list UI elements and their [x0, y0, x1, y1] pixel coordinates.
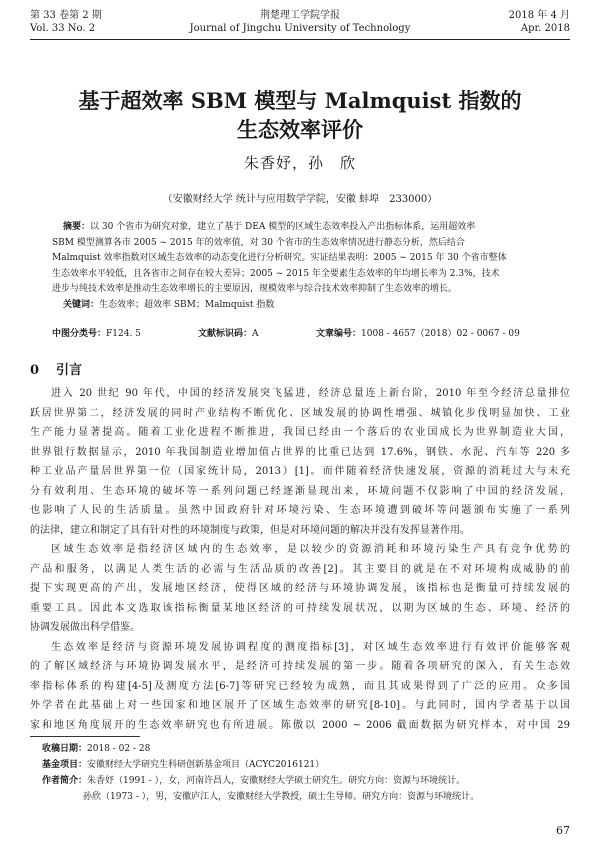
running-header: [30, 9, 570, 43]
body-line: 家和地区角度展开的生态效率研究也有所进展。陈傲以 2000 ~ 2006 截面数据为研究样本，对中国 29: [30, 719, 570, 731]
author-names: 朱香妤，孙 欣: [243, 154, 356, 172]
body-line: 协调发展做出科学借鉴。: [30, 622, 140, 633]
body-line: 世界银行数据显示，2010 年我国制造业增加值占世界的比重已达到 17.6%，钢铁、水泥、汽车等 220 多: [30, 446, 570, 458]
header-rule: [30, 39, 570, 40]
author-affiliation: （安徽财经大学 统计与应用数学学院，安徽 蚌埠 233000）: [162, 194, 438, 205]
abstract-line: 进步与纯技术效率是推动生态效率增长的主要原因，规模效率与综合技术效率抑制了生态效率的增长。: [52, 284, 458, 294]
body-text: [30, 384, 570, 735]
abstract-line: SBM 模型测算各市 2005 ~ 2015 年的效率值，对 30 个省市的生态效率情况进行静态分析，然后结合: [52, 237, 465, 248]
section-heading: [30, 359, 82, 378]
body-line: 生产能力显著提高。随着工业化进程不断推进，我国已经由一个落后的农业国成长为世界制造业大国，: [30, 427, 570, 438]
body-line: 也影响了人民的生活质量。虽然中国政府针对环境污染、生态环境遭到破坏等问题颁布实施了一系列: [30, 505, 570, 516]
body-line: 提下实现更高的产出，发展地区经济，使得区域的经济与环境协调发展，该指标也是衡量可持续发展的: [30, 583, 570, 594]
abstract-line: 摘要：以 30 个省市为研究对象，建立了基于 DEA 模型的区域生态效率投入产出指标体系，运用超效率: [63, 222, 476, 232]
author-bio-second: 孙欣（1973 - ），男，安徽庐江人，安徽财经大学教授，硕士生导师。研究方向：资源与环境统计。: [83, 792, 480, 802]
body-line: 种工业品产量居世界第一位（国家统计局，2013）[1]。而伴随着经济快速发展，资源的消耗过大与未充: [30, 466, 570, 477]
abstract: [52, 220, 558, 313]
footnotes: [42, 741, 570, 805]
footnote-rule: [30, 736, 140, 737]
document-code: 文献标识码：A: [198, 329, 259, 339]
body-line: 产品和服务，以满足人类生活的必需与生活品质的改善[2]。其主要目的就是在不对环境构成威胁的前: [30, 563, 570, 575]
body-line: 重要工具。因此本文选取该指标衡量某地区经济的可持续发展状况，以期为区域的生态、环境、经济的: [30, 602, 570, 614]
body-line: 率指标体系的构建[4-5]及测度方法[6-7]等研究已经较为成熟，而且其成果得到了广泛的应用。众多国: [30, 680, 570, 692]
clc-number: 中图分类号：F124. 5: [52, 329, 141, 339]
section-title: 引言: [56, 363, 83, 378]
header-date: 2018 年 4 月 Apr. 2018: [508, 10, 570, 34]
body-line: 外学者在此基础上对一些国家和地区展开了区域生态效率的研究[8-10]。与此同时，国内学者基于以国: [30, 700, 570, 711]
body-line: 区域生态效率是指经济区域内的生态效率，是以较少的资源消耗和环境污染生产具有竞争优势的: [51, 544, 570, 555]
keywords-label: 关键词：: [63, 299, 100, 310]
body-line: 生态效率是经济与资源环境发展协调程度的测度指标[3]，对区域生态效率进行有效评价能够客观: [51, 641, 570, 653]
section-number: 0: [30, 363, 40, 378]
header-journal-name: 荆楚理工学院学报 Journal of Jingchu University of Technology: [189, 10, 411, 34]
body-line: 的法律，建立和制定了具有针对性的环境制度与政策，但是对环境问题的解决并没有发挥显著作用。: [30, 524, 470, 536]
classification-row: [52, 326, 558, 339]
author-bio: 作者简介：朱香妤（1991 - ），女，河南许昌人，安徽财经大学硕士研究生。研究方向：资源与环境统计。: [42, 776, 466, 786]
body-line: 分有效利用、生态环境的破坏等一系列问题已经逐渐显现出来，环境问题不仅影响了中国的经济发展，: [30, 485, 570, 497]
header-volume: 第 33 卷第 2 期 Vol. 33 No. 2: [30, 10, 102, 34]
article-title: 基于超效率 SBM 模型与 Malmquist 指数的 生态效率评价: [78, 88, 522, 142]
article-number: 文章编号：1008 - 4657（2018）02 - 0067 - 09: [316, 329, 520, 339]
received-date: 收稿日期：2018 - 02 - 28: [42, 744, 151, 754]
abstract-line: 生态效率水平较低，且各省市之间存在较大差异；2005 ~ 2015 年全要素生态效率的年均增长率为 2.3%，技术: [52, 268, 500, 279]
keywords: 关键词：生态效率；超效率 SBM；Malmquist 指数: [63, 299, 275, 310]
abstract-label: 摘要：: [63, 222, 91, 232]
page-number: 67: [556, 824, 570, 837]
fund-project: 基金项目：安徽财经大学研究生科研创新基金项目（ACYC2016121）: [42, 760, 325, 770]
body-line: 的了解区域经济与环境协调发展水平，是经济可持续发展的第一步。随着各项研究的深入，有关生态效: [30, 661, 570, 672]
body-line: 进入 20 世纪 90 年代，中国的经济发展突飞猛进，经济总量连上新台阶，2010 年至今经济总量排位: [51, 388, 570, 399]
abstract-line: Malmquist 效率指数对区域生态效率的动态变化进行分析研究。实证结果表明：2005 ~ 2015 年 30 个省市整体: [52, 253, 507, 263]
body-line: 跃居世界第二，经济发展的同时产业结构不断优化、区域发展的协调性增强、城镇化步伐明显加快、工业: [30, 407, 570, 419]
